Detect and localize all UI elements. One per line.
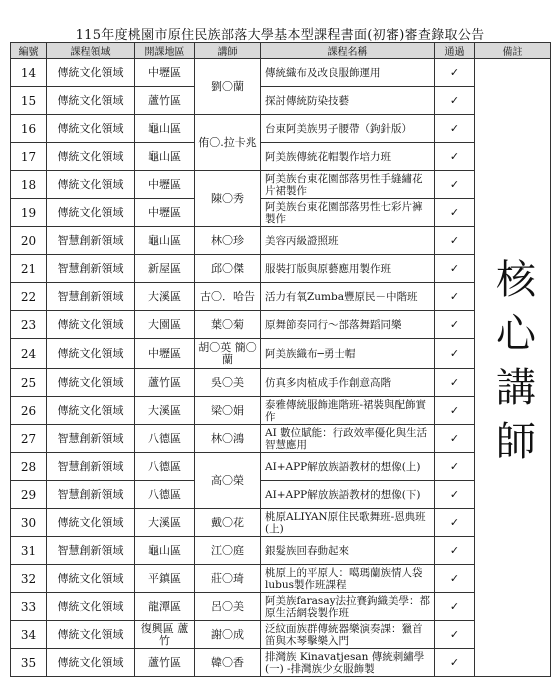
header-no: 編號	[11, 43, 47, 59]
row-domain: 傳統文化領域	[47, 369, 135, 397]
row-area: 大溪區	[135, 509, 195, 537]
page-title: 115年度桃園市原住民族部落大學基本型課程書面(初審)審查錄取公告	[75, 28, 485, 43]
row-pass-check: ✓	[435, 311, 475, 339]
row-pass-check: ✓	[435, 509, 475, 537]
row-domain: 智慧創新領域	[47, 537, 135, 565]
table-row	[11, 537, 551, 565]
table-row	[11, 453, 551, 481]
row-teacher: 莊〇琦	[195, 565, 261, 593]
row-course: 仿真多肉植成手作創意高階	[261, 369, 435, 397]
row-course: 活力有氧Zumba豐原民－中階班	[261, 283, 435, 311]
row-domain: 傳統文化領域	[47, 59, 135, 87]
row-course: AI+APP解放族語教材的想像(下)	[261, 481, 435, 509]
row-domain: 傳統文化領域	[47, 649, 135, 677]
row-number: 30	[11, 509, 47, 537]
row-area: 復興區 蘆竹	[135, 621, 195, 649]
table-row	[11, 565, 551, 593]
row-pass-check: ✓	[435, 171, 475, 199]
row-teacher: 邱〇傑	[195, 255, 261, 283]
row-number: 15	[11, 87, 47, 115]
row-domain: 智慧創新領域	[47, 255, 135, 283]
row-teacher: 江〇庭	[195, 537, 261, 565]
row-area: 大園區	[135, 311, 195, 339]
row-teacher: 陳〇秀	[195, 171, 261, 227]
row-domain: 傳統文化領域	[47, 171, 135, 199]
row-domain: 傳統文化領域	[47, 199, 135, 227]
row-number: 20	[11, 227, 47, 255]
row-number: 28	[11, 453, 47, 481]
row-area: 蘆竹區	[135, 369, 195, 397]
table-row	[11, 59, 551, 87]
table-row	[11, 199, 551, 227]
row-teacher: 高〇榮	[195, 453, 261, 509]
row-number: 22	[11, 283, 47, 311]
row-area: 八德區	[135, 425, 195, 453]
row-domain: 智慧創新領域	[47, 453, 135, 481]
row-teacher: 林〇珍	[195, 227, 261, 255]
header-course: 課程名稱	[261, 43, 435, 59]
remark-core-teacher: 核心講師	[489, 258, 536, 474]
row-teacher: 吳〇美	[195, 369, 261, 397]
row-number: 35	[11, 649, 47, 677]
table-row	[11, 171, 551, 199]
row-pass-check: ✓	[435, 255, 475, 283]
table-row	[11, 593, 551, 621]
table-body	[11, 59, 551, 677]
row-number: 26	[11, 397, 47, 425]
row-domain: 傳統文化領域	[47, 593, 135, 621]
row-pass-check: ✓	[435, 453, 475, 481]
row-area: 中壢區	[135, 339, 195, 369]
row-area: 平鎮區	[135, 565, 195, 593]
row-domain: 傳統文化領域	[47, 115, 135, 143]
row-teacher: 戴〇花	[195, 509, 261, 537]
row-pass-check: ✓	[435, 283, 475, 311]
row-domain: 智慧創新領域	[47, 425, 135, 453]
row-number: 14	[11, 59, 47, 87]
row-number: 25	[11, 369, 47, 397]
row-course: 台東阿美族男子腰帶（鉤針版）	[261, 115, 435, 143]
row-domain: 傳統文化領域	[47, 311, 135, 339]
row-pass-check: ✓	[435, 339, 475, 369]
row-number: 27	[11, 425, 47, 453]
row-domain: 傳統文化領域	[47, 339, 135, 369]
row-area: 龜山區	[135, 537, 195, 565]
row-domain: 智慧創新領域	[47, 481, 135, 509]
row-teacher: 劉〇蘭	[195, 59, 261, 115]
row-area: 龜山區	[135, 115, 195, 143]
table-row	[11, 621, 551, 649]
row-number: 32	[11, 565, 47, 593]
row-teacher: 侑〇.拉卡兆	[195, 115, 261, 171]
row-course: 美容丙級證照班	[261, 227, 435, 255]
table-row	[11, 143, 551, 171]
header-area: 開課地區	[135, 43, 195, 59]
row-domain: 傳統文化領域	[47, 565, 135, 593]
row-course: 阿美族台東花園部落男性七彩片褲製作	[261, 199, 435, 227]
row-number: 29	[11, 481, 47, 509]
row-teacher: 葉〇菊	[195, 311, 261, 339]
course-table	[10, 42, 551, 677]
row-pass-check: ✓	[435, 649, 475, 677]
row-area: 大溪區	[135, 397, 195, 425]
row-area: 中壢區	[135, 59, 195, 87]
header-teacher: 講師	[195, 43, 261, 59]
row-course: 阿美族織布─勇士帽	[261, 339, 435, 369]
row-pass-check: ✓	[435, 621, 475, 649]
row-course: 阿美族台東花園部落男性手縫繡花片裙製作	[261, 171, 435, 199]
row-area: 八德區	[135, 481, 195, 509]
row-area: 八德區	[135, 453, 195, 481]
row-pass-check: ✓	[435, 59, 475, 87]
row-pass-check: ✓	[435, 199, 475, 227]
row-course: AI+APP解放族語教材的想像(上)	[261, 453, 435, 481]
table-row	[11, 115, 551, 143]
row-area: 中壢區	[135, 199, 195, 227]
row-pass-check: ✓	[435, 369, 475, 397]
row-number: 21	[11, 255, 47, 283]
header-domain: 課程領域	[47, 43, 135, 59]
table-row	[11, 649, 551, 677]
row-pass-check: ✓	[435, 537, 475, 565]
row-number: 19	[11, 199, 47, 227]
row-number: 16	[11, 115, 47, 143]
table-header-row	[11, 43, 551, 59]
row-area: 龜山區	[135, 143, 195, 171]
row-course: 桃原ALIYAN原住民歌舞班-恩典班(上)	[261, 509, 435, 537]
row-area: 大溪區	[135, 283, 195, 311]
row-area: 新屋區	[135, 255, 195, 283]
row-area: 龜山區	[135, 227, 195, 255]
row-number: 33	[11, 593, 47, 621]
row-domain: 傳統文化領域	[47, 509, 135, 537]
row-pass-check: ✓	[435, 593, 475, 621]
row-number: 34	[11, 621, 47, 649]
row-area: 龍潭區	[135, 593, 195, 621]
row-course: 傳統織布及改良服飾運用	[261, 59, 435, 87]
remark-cell	[475, 59, 551, 677]
table-row	[11, 311, 551, 339]
row-pass-check: ✓	[435, 143, 475, 171]
header-pass: 通過	[435, 43, 475, 59]
row-course: 銀髮族回春動起來	[261, 537, 435, 565]
row-number: 31	[11, 537, 47, 565]
table-row	[11, 509, 551, 537]
row-course: AI 數位賦能：行政效率優化與生活智慧應用	[261, 425, 435, 453]
row-teacher: 韓〇香	[195, 649, 261, 677]
header-remark: 備註	[475, 43, 551, 59]
row-pass-check: ✓	[435, 227, 475, 255]
table-row	[11, 339, 551, 369]
row-course: 排灣族 Kinavatjesan 傳統刺繡學(一) -排灣族少女服飾製	[261, 649, 435, 677]
row-pass-check: ✓	[435, 425, 475, 453]
row-domain: 傳統文化領域	[47, 397, 135, 425]
row-course: 服裝打版與原藝應用製作班	[261, 255, 435, 283]
row-area: 蘆竹區	[135, 87, 195, 115]
row-number: 17	[11, 143, 47, 171]
row-course: 桃原上的平原人：噶瑪蘭族情人袋lubus製作班課程	[261, 565, 435, 593]
table-row	[11, 369, 551, 397]
table-row	[11, 227, 551, 255]
table-row	[11, 283, 551, 311]
row-course: 原舞節奏同行〜部落舞蹈同樂	[261, 311, 435, 339]
table-row	[11, 481, 551, 509]
row-domain: 智慧創新領域	[47, 227, 135, 255]
row-teacher: 古〇．哈告	[195, 283, 261, 311]
row-area: 蘆竹區	[135, 649, 195, 677]
row-teacher: 謝〇成	[195, 621, 261, 649]
row-pass-check: ✓	[435, 565, 475, 593]
row-course: 泛紋面族群傳統器樂演奏課：獵首笛與木琴擊樂入門	[261, 621, 435, 649]
row-domain: 傳統文化領域	[47, 621, 135, 649]
row-number: 23	[11, 311, 47, 339]
row-pass-check: ✓	[435, 115, 475, 143]
row-area: 中壢區	[135, 171, 195, 199]
table-row	[11, 425, 551, 453]
row-course: 泰雅傳統服飾進階班-裙裝與配飾實作	[261, 397, 435, 425]
row-number: 24	[11, 339, 47, 369]
row-domain: 傳統文化領域	[47, 87, 135, 115]
row-teacher: 呂〇美	[195, 593, 261, 621]
row-pass-check: ✓	[435, 481, 475, 509]
table-row	[11, 255, 551, 283]
row-domain: 智慧創新領域	[47, 283, 135, 311]
row-teacher: 林〇鴻	[195, 425, 261, 453]
table-row	[11, 397, 551, 425]
row-course: 探討傳統防染技藝	[261, 87, 435, 115]
row-course: 阿美族傳統花帽製作培力班	[261, 143, 435, 171]
table-row	[11, 87, 551, 115]
row-teacher: 胡〇英 簡〇蘭	[195, 339, 261, 369]
row-teacher: 梁〇娟	[195, 397, 261, 425]
row-pass-check: ✓	[435, 397, 475, 425]
row-pass-check: ✓	[435, 87, 475, 115]
row-number: 18	[11, 171, 47, 199]
row-domain: 傳統文化領域	[47, 143, 135, 171]
row-course: 阿美族farasay法拉賽鉤織美學：都原生活網袋製作班	[261, 593, 435, 621]
